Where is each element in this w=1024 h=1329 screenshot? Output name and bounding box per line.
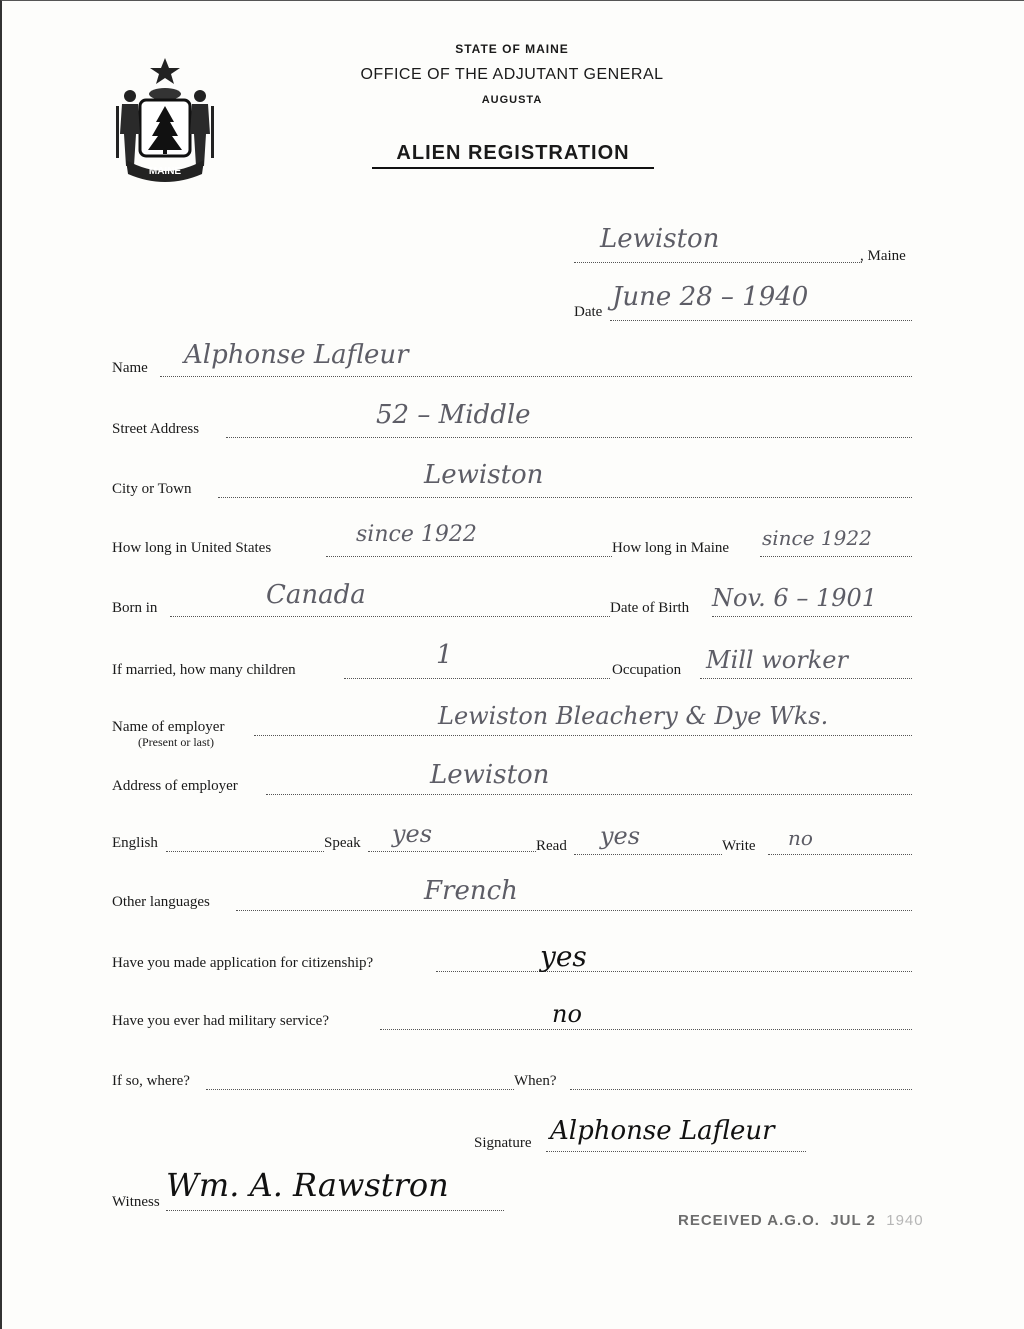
other-languages-label: Other languages: [112, 894, 210, 910]
read-line: [574, 854, 722, 855]
street-line: [226, 437, 912, 438]
place-value: Lewiston: [600, 224, 720, 254]
state-heading: STATE OF MAINE: [455, 42, 569, 56]
name-line: [160, 376, 912, 377]
read-label: Read: [536, 838, 567, 854]
street-value: 52 – Middle: [376, 400, 531, 430]
employer-address-line: [266, 794, 912, 795]
employer-address-value: Lewiston: [430, 760, 550, 790]
children-line: [344, 678, 610, 679]
born-value: Canada: [266, 580, 366, 610]
place-suffix: , Maine: [860, 248, 906, 264]
speak-label: Speak: [324, 835, 361, 851]
name-label: Name: [112, 360, 148, 376]
city-label: City or Town: [112, 481, 192, 497]
speak-line: [368, 851, 536, 852]
born-label: Born in: [112, 600, 158, 616]
witness-value: Wm. A. Rawstron: [166, 1166, 449, 1204]
english-line: [166, 851, 324, 852]
military-label: Have you ever had military service?: [112, 1013, 329, 1029]
dob-value: Nov. 6 – 1901: [712, 584, 878, 612]
citizenship-line: [436, 971, 912, 972]
stamp-text: RECEIVED A.G.O.: [678, 1212, 820, 1229]
us-duration-label: How long in United States: [112, 540, 272, 556]
city-value: Lewiston: [424, 460, 544, 490]
place-line: [574, 262, 862, 263]
signature-label: Signature: [474, 1135, 532, 1151]
speak-value: yes: [392, 820, 433, 848]
write-line: [768, 854, 912, 855]
witness-label: Witness: [112, 1194, 160, 1210]
born-line: [170, 616, 610, 617]
employer-label: Name of employer: [112, 719, 225, 735]
received-stamp: [678, 1212, 924, 1229]
children-value: 1: [436, 640, 453, 670]
us-duration-value: since 1922: [356, 522, 477, 547]
occupation-value: Mill worker: [706, 646, 848, 674]
other-languages-value: French: [424, 876, 518, 906]
when-line: [570, 1089, 912, 1090]
where-label: If so, where?: [112, 1073, 190, 1089]
us-duration-line: [326, 556, 612, 557]
stamp-date: JUL 2: [830, 1212, 876, 1229]
maine-duration-value: since 1922: [762, 526, 872, 550]
english-label: English: [112, 835, 158, 851]
employer-line: [254, 735, 912, 736]
military-value: no: [552, 1000, 582, 1028]
form-title: ALIEN REGISTRATION: [372, 142, 654, 169]
signature-line: [546, 1151, 806, 1152]
write-value: no: [788, 826, 813, 850]
when-label: When?: [514, 1073, 557, 1089]
date-value: June 28 – 1940: [612, 282, 809, 312]
maine-duration-line: [760, 556, 912, 557]
other-languages-line: [236, 910, 912, 911]
maine-duration-label: How long in Maine: [612, 540, 730, 556]
children-label: If married, how many children: [112, 662, 296, 678]
signature-value: Alphonse Lafleur: [550, 1116, 775, 1146]
citizenship-label: Have you made application for citizenship?: [112, 955, 374, 971]
street-label: Street Address: [112, 421, 200, 437]
seal-banner-text: MAINE: [148, 166, 182, 177]
employer-value: Lewiston Bleachery & Dye Wks.: [438, 702, 829, 730]
read-value: yes: [600, 822, 641, 850]
city-heading: AUGUSTA: [481, 94, 543, 106]
stamp-year: 1940: [886, 1212, 924, 1229]
office-heading: OFFICE OF THE ADJUTANT GENERAL: [360, 66, 664, 83]
city-line: [218, 497, 912, 498]
where-line: [206, 1089, 514, 1090]
employer-address-label: Address of employer: [112, 778, 238, 794]
employer-sublabel: (Present or last): [138, 735, 214, 749]
write-label: Write: [722, 838, 756, 854]
occupation-line: [700, 678, 912, 679]
military-line: [380, 1029, 912, 1030]
date-label: Date: [574, 304, 603, 320]
witness-line: [166, 1210, 504, 1211]
date-line: [610, 320, 912, 321]
citizenship-value: yes: [540, 940, 587, 973]
occupation-label: Occupation: [612, 662, 682, 678]
name-value: Alphonse Lafleur: [184, 340, 409, 370]
dob-label: Date of Birth: [610, 600, 690, 616]
dob-line: [712, 616, 912, 617]
